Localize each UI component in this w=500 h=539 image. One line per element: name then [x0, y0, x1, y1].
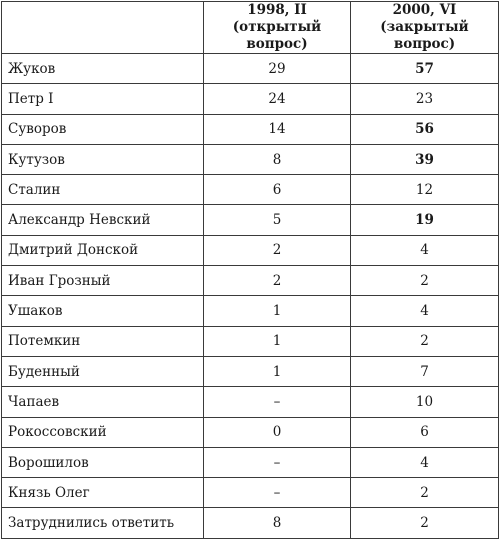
- value-2000: 4: [351, 235, 499, 265]
- value-1998: 1: [204, 326, 351, 356]
- value-1998: 1: [204, 356, 351, 386]
- row-label: Князь Олег: [2, 478, 204, 508]
- header-1998-note: (открытый вопрос): [232, 19, 322, 52]
- value-2000: 7: [351, 356, 499, 386]
- header-empty-cell: [2, 2, 204, 54]
- table-row: [2, 326, 499, 356]
- value-2000: 4: [351, 447, 499, 477]
- value-1998: 1: [204, 296, 351, 326]
- header-1998: [204, 2, 351, 54]
- table-row: [2, 235, 499, 265]
- table-row: [2, 356, 499, 386]
- row-label: Чапаев: [2, 387, 204, 417]
- value-1998: 2: [204, 266, 351, 296]
- table-row: [2, 266, 499, 296]
- value-2000: 2: [351, 266, 499, 296]
- value-2000: 23: [351, 84, 499, 114]
- value-1998: –: [204, 478, 351, 508]
- table-row: [2, 175, 499, 205]
- row-label: Ушаков: [2, 296, 204, 326]
- row-label: Кутузов: [2, 144, 204, 174]
- table-row: [2, 387, 499, 417]
- value-1998: 24: [204, 84, 351, 114]
- table-row: [2, 54, 499, 84]
- table-row: [2, 84, 499, 114]
- value-2000: 10: [351, 387, 499, 417]
- row-label: Иван Грозный: [2, 266, 204, 296]
- table-body: [2, 54, 499, 539]
- value-1998: 29: [204, 54, 351, 84]
- row-label: Буденный: [2, 356, 204, 386]
- table-row: [2, 447, 499, 477]
- header-2000: [351, 2, 499, 54]
- header-2000-note: (закрытый вопрос): [380, 19, 469, 52]
- table-row: [2, 114, 499, 144]
- value-1998: 8: [204, 508, 351, 538]
- value-1998: –: [204, 387, 351, 417]
- row-label: Ворошилов: [2, 447, 204, 477]
- value-1998: 8: [204, 144, 351, 174]
- value-1998: 2: [204, 235, 351, 265]
- value-1998: –: [204, 447, 351, 477]
- row-label: Потемкин: [2, 326, 204, 356]
- row-label: Сталин: [2, 175, 204, 205]
- value-2000: 4: [351, 296, 499, 326]
- table-row: [2, 205, 499, 235]
- row-label: Дмитрий Донской: [2, 235, 204, 265]
- table-row: [2, 417, 499, 447]
- table-row: [2, 508, 499, 538]
- value-2000: 2: [351, 508, 499, 538]
- header-2000-year: 2000, VI: [392, 2, 457, 18]
- header-row: [2, 2, 499, 54]
- row-label: Александр Невский: [2, 205, 204, 235]
- value-1998: 14: [204, 114, 351, 144]
- value-2000: 2: [351, 326, 499, 356]
- row-label: Суворов: [2, 114, 204, 144]
- row-label: Жуков: [2, 54, 204, 84]
- value-2000: 19: [351, 205, 499, 235]
- header-1998-year: 1998, II: [247, 2, 307, 18]
- table-row: [2, 478, 499, 508]
- value-2000: 57: [351, 54, 499, 84]
- value-1998: 6: [204, 175, 351, 205]
- value-1998: 0: [204, 417, 351, 447]
- survey-table: [1, 1, 499, 539]
- value-2000: 12: [351, 175, 499, 205]
- table-header: [2, 2, 499, 54]
- value-2000: 39: [351, 144, 499, 174]
- table-row: [2, 144, 499, 174]
- row-label: Рокоссовский: [2, 417, 204, 447]
- table-row: [2, 296, 499, 326]
- row-label: Петр I: [2, 84, 204, 114]
- value-2000: 2: [351, 478, 499, 508]
- value-1998: 5: [204, 205, 351, 235]
- row-label: Затруднились ответить: [2, 508, 204, 538]
- value-2000: 6: [351, 417, 499, 447]
- value-2000: 56: [351, 114, 499, 144]
